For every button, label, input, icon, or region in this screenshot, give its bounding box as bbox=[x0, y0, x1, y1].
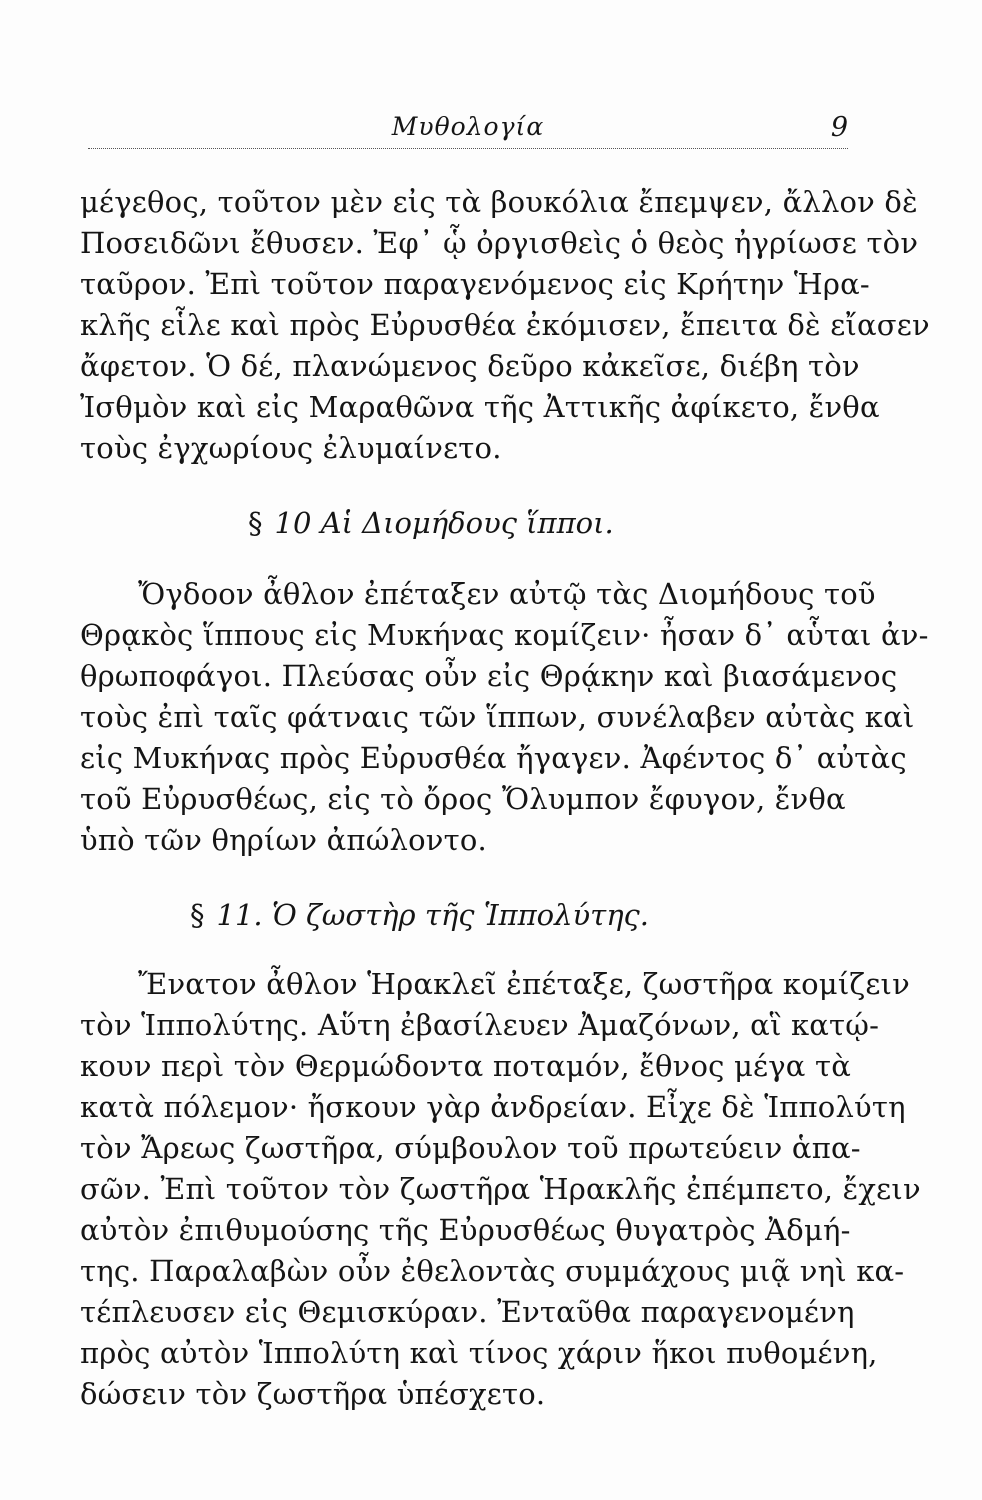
text-line: τὸν Ἄρεως ζωστῆρα, σύμβουλον τοῦ πρωτεύειν ἁπα- bbox=[80, 1131, 861, 1165]
text-line: θρωποφάγοι. Πλεύσας οὖν εἰς Θρᾴκην καὶ βιασάμενος bbox=[80, 659, 898, 693]
section-sign: § bbox=[248, 506, 263, 540]
paragraph-1 bbox=[80, 182, 930, 469]
section-heading-11 bbox=[80, 895, 842, 936]
text-block bbox=[80, 182, 930, 1415]
text-line: σῶν. Ἐπὶ τοῦτον τὸν ζωστῆρα Ἡρακλῆς ἐπέμπετο, ἔχειν bbox=[80, 1172, 921, 1206]
section-title: 11. Ὁ ζωστὴρ τῆς Ἱππολύτης. bbox=[216, 898, 650, 932]
text-line: Ἰσθμὸν καὶ εἰς Μαραθῶνα τῆς Ἀττικῆς ἀφίκετο, ἔνθα bbox=[80, 390, 880, 424]
text-line: τὸν Ἱππολύτης. Αὕτη ἐβασίλευεν Ἀμαζόνων, αἳ κατῴ- bbox=[80, 1008, 880, 1042]
section-sign: § bbox=[190, 898, 205, 932]
text-line: τέπλευσεν εἰς Θεμισκύραν. Ἐνταῦθα παραγενομένη bbox=[80, 1295, 855, 1329]
text-line: αὐτὸν ἐπιθυμούσης τῆς Εὐρυσθέως θυγατρὸς Ἀδμή- bbox=[80, 1213, 851, 1247]
page-number: 9 bbox=[830, 112, 848, 143]
running-head bbox=[88, 108, 848, 149]
section-heading-10 bbox=[80, 503, 842, 544]
text-line: ταῦρον. Ἐπὶ τοῦτον παραγενόμενος εἰς Κρήτην Ἡρα- bbox=[80, 267, 870, 301]
text-line: κλῆς εἷλε καὶ πρὸς Εὐρυσθέα ἐκόμισεν, ἔπειτα δὲ εἴασεν bbox=[80, 308, 930, 342]
text-line: της. Παραλαβὼν οὖν ἐθελοντὰς συμμάχους μιᾷ νηὶ κα- bbox=[80, 1254, 905, 1288]
text-line: ὑπὸ τῶν θηρίων ἀπώλοντο. bbox=[80, 823, 487, 857]
text-line: πρὸς αὐτὸν Ἱππολύτη καὶ τίνος χάριν ἥκοι πυθομένη, bbox=[80, 1336, 878, 1370]
text-line: κατὰ πόλεμον· ἤσκουν γὰρ ἀνδρείαν. Εἶχε δὲ Ἱππολύτη bbox=[80, 1090, 906, 1124]
section-title: 10 Αἱ Διομήδους ἵπποι. bbox=[274, 506, 614, 540]
text-line: δώσειν τὸν ζωστῆρα ὑπέσχετο. bbox=[80, 1377, 546, 1411]
text-line: μέγεθος, τοῦτον μὲν εἰς τὰ βουκόλια ἔπεμψεν, ἄλλον δὲ bbox=[80, 185, 918, 219]
running-title: Μυθολογία bbox=[391, 112, 545, 141]
paragraph-3 bbox=[80, 964, 921, 1415]
text-line: τοὺς ἐπὶ ταῖς φάτναις τῶν ἵππων, συνέλαβεν αὐτὰς καὶ bbox=[80, 700, 915, 734]
text-line: Θρᾳκὸς ἵππους εἰς Μυκήνας κομίζειν· ἦσαν δ᾽ αὗται ἀν- bbox=[80, 618, 929, 652]
text-line: ἄφετον. Ὁ δέ, πλανώμενος δεῦρο κἀκεῖσε, διέβη τὸν bbox=[80, 349, 860, 383]
text-line: τοὺς ἐγχωρίους ἐλυμαίνετο. bbox=[80, 431, 502, 465]
text-line: Ἔνατον ἆθλον Ἡρακλεῖ ἐπέταξε, ζωστῆρα κομίζειν bbox=[138, 967, 910, 1001]
text-line: κουν περὶ τὸν Θερμώδοντα ποταμόν, ἔθνος μέγα τὰ bbox=[80, 1049, 851, 1083]
paragraph-2 bbox=[80, 574, 929, 861]
text-line: Ποσειδῶνι ἔθυσεν. Ἐφ᾽ ᾧ ὀργισθεὶς ὁ θεὸς ἠγρίωσε τὸν bbox=[80, 226, 919, 260]
text-line: τοῦ Εὐρυσθέως, εἰς τὸ ὄρος Ὄλυμπον ἔφυγον, ἔνθα bbox=[80, 782, 846, 816]
text-line: εἰς Μυκήνας πρὸς Εὐρυσθέα ἤγαγεν. Ἀφέντος δ᾽ αὐτὰς bbox=[80, 741, 907, 775]
text-line: Ὄγδοον ἆθλον ἐπέταξεν αὐτῷ τὰς Διομήδους τοῦ bbox=[138, 577, 876, 611]
